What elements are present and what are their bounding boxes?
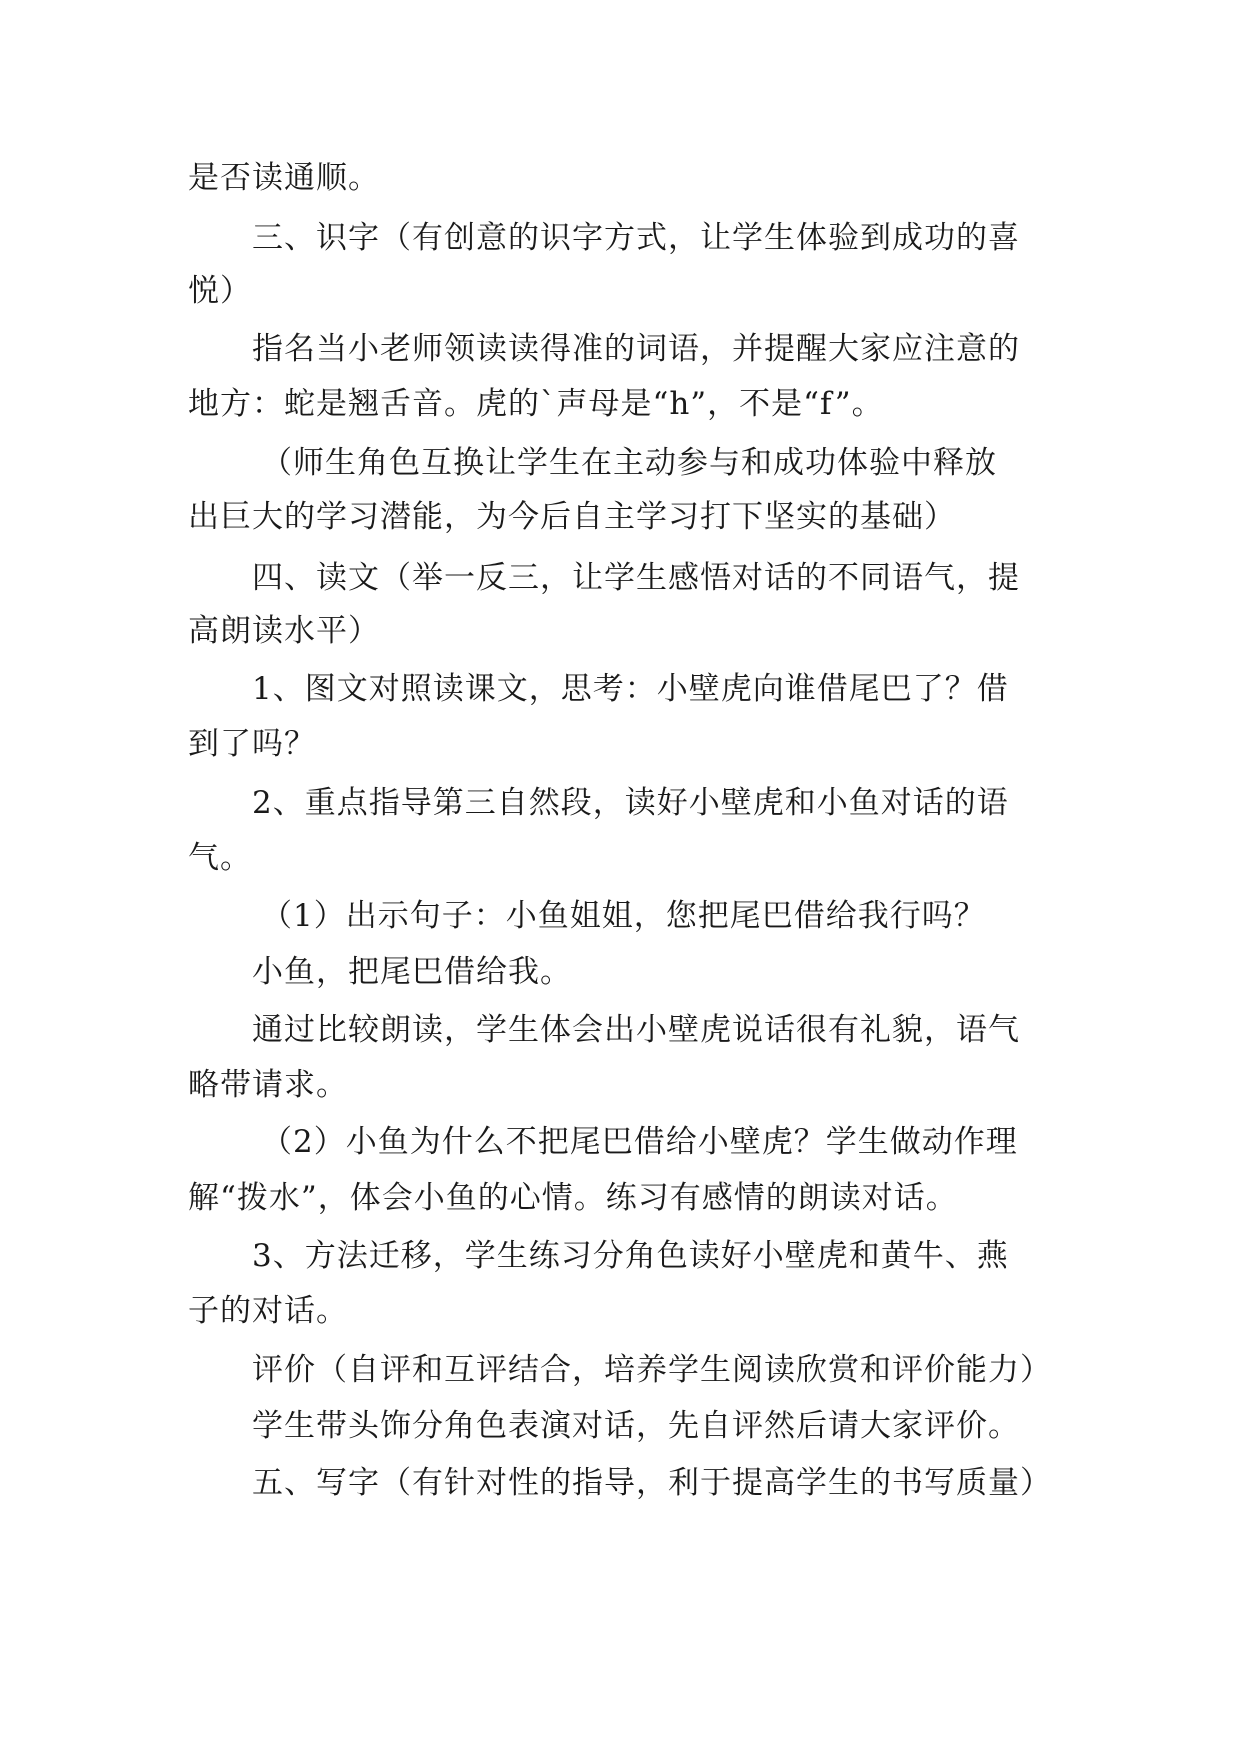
text-line: （2）小鱼为什么不把尾巴借给小壁虎？学生做动作理 <box>261 1124 1018 1160</box>
text-line: 到了吗？ <box>188 726 316 762</box>
text-line: （1）出示句子：小鱼姐姐，您把尾巴借给我行吗？ <box>261 898 986 934</box>
text-line: 气。 <box>188 840 252 876</box>
text-line: 通过比较朗读，学生体会出小壁虎说话很有礼貌，语气 <box>252 1012 1020 1048</box>
text-line: 1、图文对照读课文，思考：小壁虎向谁借尾巴了？借 <box>252 671 1009 707</box>
text-line: 子的对话。 <box>188 1293 348 1329</box>
text-line: （师生角色互换让学生在主动参与和成功体验中释放 <box>261 445 997 481</box>
text-line: 略带请求。 <box>188 1067 348 1103</box>
section-heading-writing: 五、写字（有针对性的指导，利于提高学生的书写质量） <box>252 1465 1052 1501</box>
section-heading-literacy: 三、识字（有创意的识字方式，让学生体验到成功的喜 <box>252 220 1020 256</box>
text-line: 小鱼，把尾巴借给我。 <box>252 954 572 990</box>
text-line: 评价（自评和互评结合，培养学生阅读欣赏和评价能力） <box>252 1352 1052 1388</box>
text-line: 悦） <box>188 273 252 309</box>
text-line: 2、重点指导第三自然段，读好小壁虎和小鱼对话的语 <box>252 785 1009 821</box>
section-heading-reading: 四、读文（举一反三，让学生感悟对话的不同语气，提 <box>252 560 1020 596</box>
text-line: 指名当小老师领读读得准的词语，并提醒大家应注意的 <box>252 331 1020 367</box>
text-line: 地方：蛇是翘舌音。虎的`声母是“h”，不是“f”。 <box>188 386 884 422</box>
text-line: 是否读通顺。 <box>188 160 380 196</box>
text-line: 解“拨水”，体会小鱼的心情。练习有感情的朗读对话。 <box>188 1180 958 1216</box>
text-line: 学生带头饰分角色表演对话，先自评然后请大家评价。 <box>252 1408 1020 1444</box>
text-line: 高朗读水平） <box>188 613 380 649</box>
text-line: 3、方法迁移，学生练习分角色读好小壁虎和黄牛、燕 <box>252 1238 1009 1274</box>
text-line: 出巨大的学习潜能，为今后自主学习打下坚实的基础） <box>188 499 956 535</box>
